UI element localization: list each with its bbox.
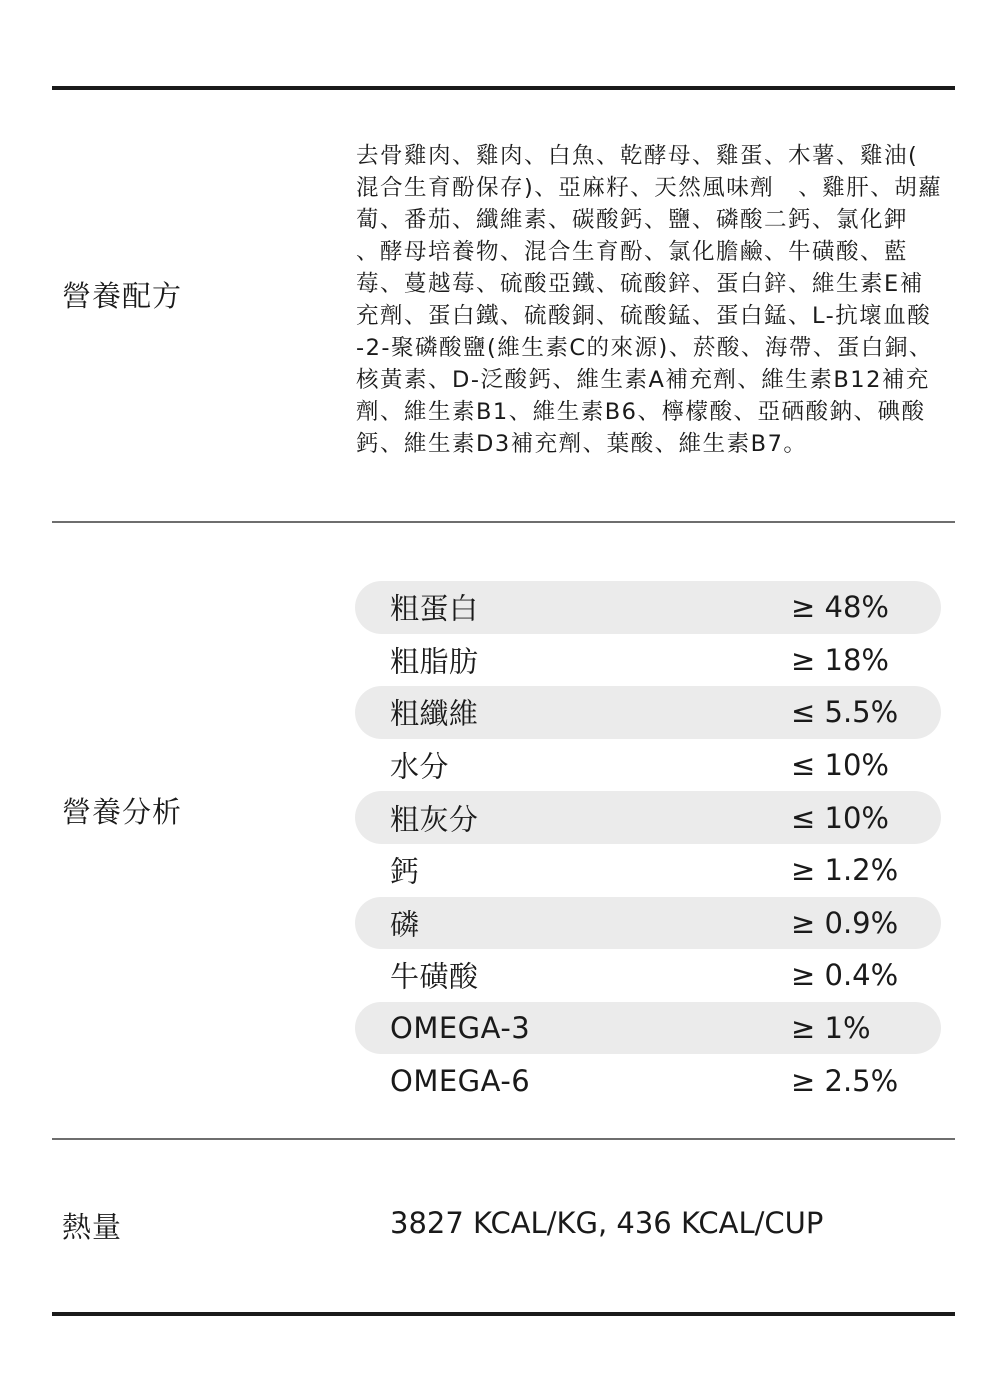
nutrient-value: ≥ 1% (791, 1011, 871, 1046)
ingredients-line: 去骨雞肉、雞肉、白魚、乾酵母、雞蛋、木薯、雞油( (356, 143, 919, 169)
nutrient-name: 水分 (390, 749, 450, 784)
nutrient-name: 粗纖維 (390, 696, 479, 731)
analysis-row (355, 1002, 941, 1055)
nutrient-name: 粗灰分 (390, 802, 479, 837)
nutrient-name: 鈣 (390, 854, 420, 889)
ingredients-text (356, 140, 946, 460)
nutrient-value: ≥ 1.2% (791, 853, 899, 888)
ingredients-line: 劑、維生素B1、維生素B6、檸檬酸、亞硒酸鈉、碘酸 (356, 399, 926, 425)
analysis-row (355, 634, 941, 687)
nutrient-value: ≥ 0.9% (791, 905, 899, 940)
analysis-row (355, 1054, 941, 1107)
section-divider (52, 1138, 955, 1140)
nutrient-value: ≤ 10% (791, 748, 889, 783)
ingredients-line: 充劑、蛋白鐵、硫酸銅、硫酸錳、蛋白錳、L-抗壞血酸 (356, 303, 932, 329)
ingredients-line: 核黃素、D-泛酸鈣、維生素A補充劑、維生素B12補充 (356, 367, 930, 393)
analysis-row (355, 791, 941, 844)
calorie-label: 熱量 (62, 1210, 123, 1244)
top-divider (52, 86, 955, 90)
analysis-row (355, 949, 941, 1002)
nutrient-name: 牛磺酸 (390, 959, 479, 994)
nutrient-value: ≥ 0.4% (791, 958, 899, 993)
ingredients-line: 蔔、番茄、纖維素、碳酸鈣、鹽、磷酸二鈣、氯化鉀 (356, 207, 909, 233)
nutrient-value: ≥ 48% (791, 590, 889, 625)
analysis-row (355, 844, 941, 897)
nutrient-value: ≥ 2.5% (791, 1063, 899, 1098)
nutrient-value: ≤ 10% (791, 800, 889, 835)
ingredients-line: 混合生育酚保存)、亞麻籽、天然風味劑 、雞肝、胡蘿 (356, 175, 943, 201)
ingredients-line: 、酵母培養物、混合生育酚、氯化膽鹼、牛磺酸、藍 (356, 239, 909, 265)
calorie-value: 3827 KCAL/KG, 436 KCAL/CUP (390, 1206, 824, 1240)
nutrient-value: ≤ 5.5% (791, 695, 899, 730)
nutrient-value: ≥ 18% (791, 642, 889, 677)
nutrient-name: OMEGA-3 (390, 1011, 531, 1046)
section-divider (52, 521, 955, 523)
nutrient-name: 粗蛋白 (390, 591, 479, 626)
nutrient-name: OMEGA-6 (390, 1063, 531, 1098)
analysis-label: 營養分析 (62, 795, 183, 829)
analysis-table (355, 581, 941, 1107)
analysis-row (355, 897, 941, 950)
ingredients-line: 鈣、維生素D3補充劑、葉酸、維生素B7。 (356, 431, 808, 457)
ingredients-line: 莓、蔓越莓、硫酸亞鐵、硫酸鋅、蛋白鋅、維生素E補 (356, 271, 924, 297)
analysis-row (355, 581, 941, 634)
analysis-row (355, 739, 941, 792)
ingredients-line: -2-聚磷酸鹽(維生素C的來源)、菸酸、海帶、蛋白銅、 (356, 335, 933, 361)
formula-label: 營養配方 (62, 279, 183, 313)
bottom-divider (52, 1312, 955, 1316)
nutrient-name: 粗脂肪 (390, 644, 479, 679)
analysis-row (355, 686, 941, 739)
nutrient-name: 磷 (390, 907, 420, 942)
